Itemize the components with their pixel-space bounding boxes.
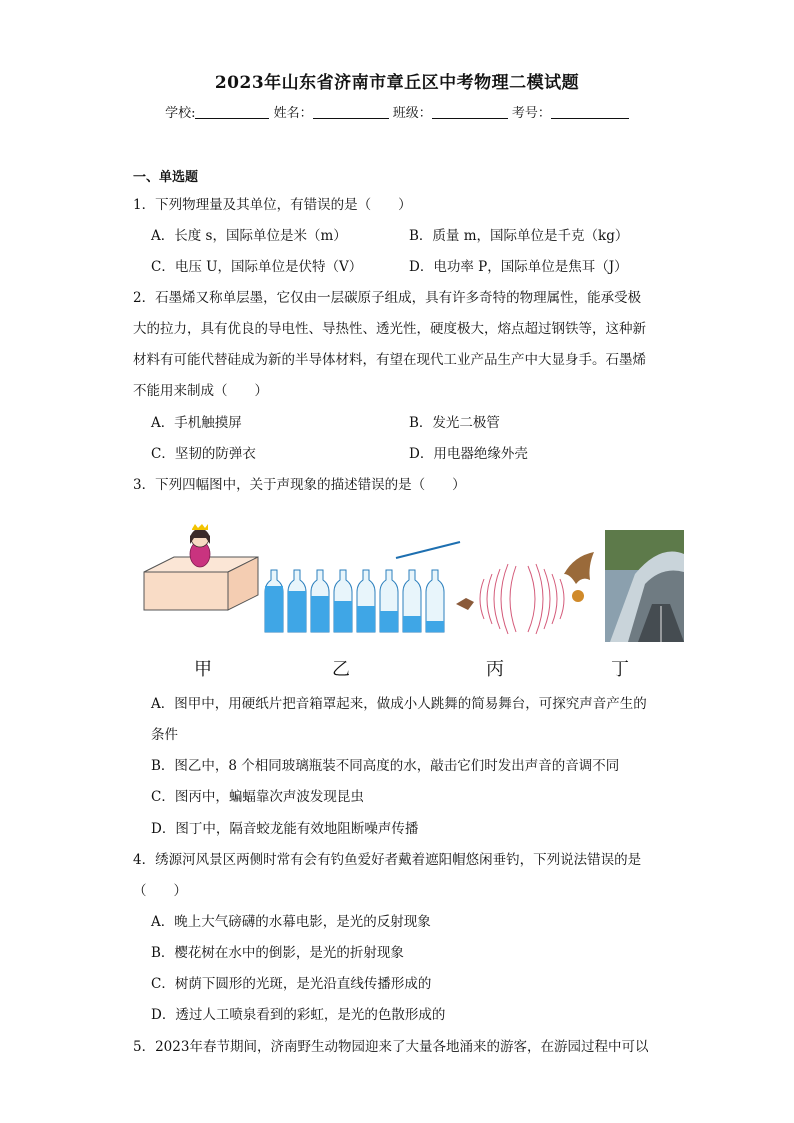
question-5-stem: 5．2023年春节期间，济南野生动物园迎来了大量各地涌来的游客，在游园过程中可以: [133, 1039, 649, 1055]
figure-illustrations: [140, 524, 688, 644]
question-3-option-a-cont: 条件: [151, 727, 178, 743]
school-label: 学校:: [165, 106, 196, 121]
bottles-illustration: [265, 542, 460, 632]
stage-box-illustration: [144, 524, 258, 610]
exam-number-blank: [551, 104, 629, 119]
question-2-stem-line: 材料有可能代替硅成为新的半导体材料，有望在现代工业产品生产中大显身手。石墨烯: [133, 352, 646, 368]
question-4-option-d: D．透过人工喷泉看到的彩虹，是光的色散形成的: [151, 1007, 446, 1023]
question-4-stem-line: 4．绣源河风景区两侧时常有会有钓鱼爱好者戴着遮阳帽悠闲垂钓，下列说法错误的是: [133, 852, 642, 868]
question-2-stem-line: 不能用来制成（ ）: [133, 383, 268, 399]
question-1-option-a: A．长度 s，国际单位是米（m）: [151, 228, 347, 244]
school-blank: [195, 104, 269, 119]
question-1-option-b: B．质量 m，国际单位是千克（kg）: [409, 228, 629, 244]
question-4-stem-line: （ ）: [133, 883, 187, 899]
name-label: 姓名：: [273, 106, 313, 121]
name-blank: [313, 104, 389, 119]
student-info-row: [0, 102, 794, 121]
class-label: 班级：: [392, 106, 432, 121]
figure-caption-bing: 丙: [486, 659, 504, 680]
class-blank: [432, 104, 508, 119]
question-4-option-a: A．晚上大气磅礴的水幕电影，是光的反射现象: [151, 914, 431, 930]
question-1-option-c: C．电压 U，国际单位是伏特（V）: [151, 259, 363, 275]
question-2-option-d: D．用电器绝缘外壳: [409, 446, 528, 462]
noise-barrier-photo: [605, 530, 684, 642]
bat-echolocation-illustration: [456, 552, 594, 634]
question-2-option-c: C．坚韧的防弹衣: [151, 446, 256, 462]
figure-caption-ding: 丁: [611, 659, 629, 680]
question-4-option-c: C．树荫下圆形的光斑，是光沿直线传播形成的: [151, 976, 432, 992]
figure-caption-jia: 甲: [194, 659, 212, 680]
question-3-option-b: B．图乙中，8 个相同玻璃瓶装不同高度的水，敲击它们时发出声音的音调不同: [151, 758, 620, 774]
exam-title: 2023年山东省济南市章丘区中考物理二模试题: [214, 73, 580, 93]
question-3-option-a: A．图甲中，用硬纸片把音箱罩起来，做成小人跳舞的简易舞台，可探究声音产生的: [151, 696, 647, 712]
question-3-option-c: C．图丙中，蝙蝠靠次声波发现昆虫: [151, 789, 364, 805]
sound-phenomena-figure: [140, 524, 688, 684]
question-2-option-a: A．手机触摸屏: [151, 415, 242, 431]
question-1-stem: 1．下列物理量及其单位，有错误的是（ ）: [133, 197, 412, 213]
question-3-stem: 3．下列四幅图中，关于声现象的描述错误的是（ ）: [133, 477, 466, 493]
question-3-option-d: D．图丁中，隔音蛟龙能有效地阻断噪声传播: [151, 821, 419, 837]
question-1-option-d: D．电功率 P，国际单位是焦耳（J）: [409, 259, 628, 275]
question-4-option-b: B．樱花树在水中的倒影，是光的折射现象: [151, 945, 404, 961]
figure-caption-yi: 乙: [332, 659, 350, 680]
question-2-stem-line: 2．石墨烯又称单层墨，它仅由一层碳原子组成，具有许多奇特的物理属性，能承受极: [133, 290, 642, 306]
question-2-option-b: B．发光二极管: [409, 415, 500, 431]
question-2-stem-line: 大的拉力，具有优良的导电性、导热性、透光性，硬度极大，熔点超过钢铁等，这种新: [133, 321, 646, 337]
section-heading: 一、单选题: [133, 170, 199, 185]
exam-number-label: 考号：: [511, 106, 551, 121]
